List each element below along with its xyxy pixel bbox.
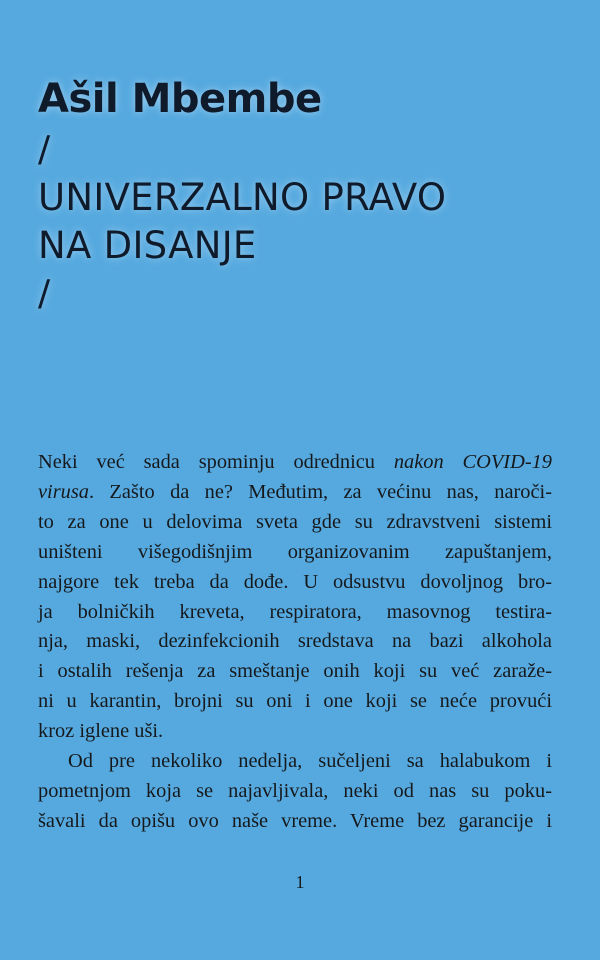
text-line: ni u karantin, brojni su oni i one koji se neće provući — [38, 690, 552, 713]
text-line — [38, 478, 552, 508]
text-span: . Zašto da ne? Međutim, za većinu nas, naroči- — [88, 480, 552, 503]
paragraph-1 — [38, 448, 552, 747]
body-text — [38, 448, 552, 837]
title-slash-top: / — [38, 129, 51, 170]
text-line: šavali da opišu ovo naše vreme. Vreme bez garancije i — [38, 809, 552, 832]
text-line: to za one u delovima sveta gde su zdravstveni sistemi — [38, 510, 552, 533]
chapter-header — [38, 72, 558, 318]
text-line: pometnjom koja se najavljivala, neki od nas su poku- — [38, 779, 552, 802]
title-slash-bottom: / — [38, 273, 51, 314]
italic-term: virusa — [38, 480, 89, 503]
chapter-title-line-1: UNIVERZALNO PRAVO — [38, 176, 447, 219]
paragraph-2 — [38, 747, 552, 837]
author-name: Ašil Mbembe — [38, 76, 322, 122]
text-line: kroz iglene uši. — [38, 720, 164, 743]
text-line: ja bolničkih kreveta, respiratora, masovnog testira- — [38, 600, 552, 623]
text-line: i ostalih rešenja za smeštanje onih koji su već zaraže- — [38, 660, 552, 683]
italic-term: nakon COVID-19 — [393, 451, 552, 473]
text-line — [38, 448, 552, 478]
text-line: najgore tek treba da dođe. U odsustvu dovoljnog bro- — [38, 570, 552, 593]
text-line: uništeni višegodišnjim organizovanim zapuštanjem, — [38, 540, 552, 563]
page-number: 1 — [295, 872, 305, 892]
text-line: nja, maski, dezinfekcionih sredstava na bazi alkohola — [38, 630, 552, 653]
chapter-title-line-2: NA DISANJE — [38, 224, 257, 267]
text-span: Neki već sada spominju odrednicu — [38, 451, 394, 473]
text-line: Od pre nekoliko nedelja, sučeljeni sa halabukom i — [68, 750, 552, 773]
